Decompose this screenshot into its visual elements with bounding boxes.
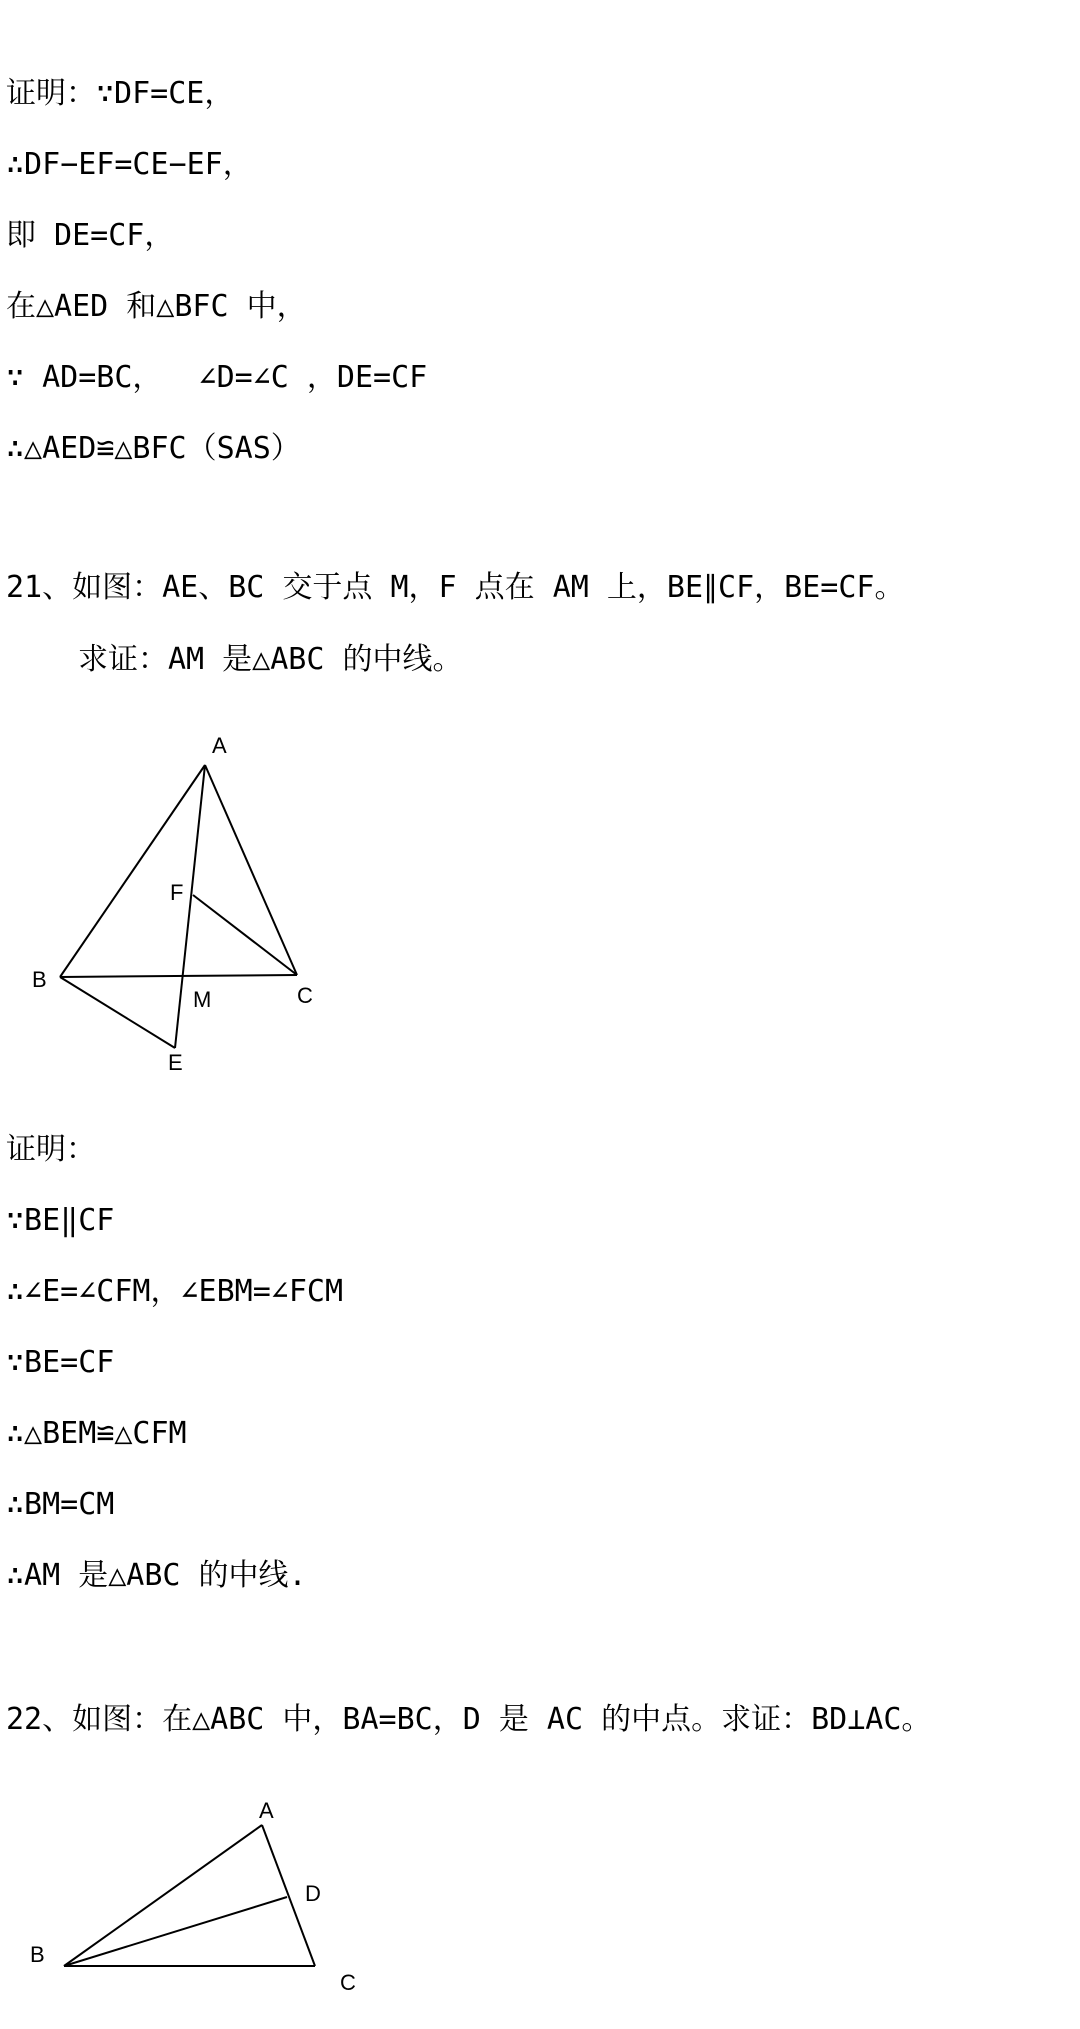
- label-a: A: [259, 1798, 274, 1823]
- label-b: B: [30, 1942, 45, 1967]
- segment-ab: [60, 765, 205, 977]
- label-m: M: [193, 987, 212, 1012]
- q22-question: 22、如图：在△ABC 中，BA=BC，D 是 AC 的中点。求证：BD⊥AC。: [6, 1702, 932, 1737]
- proof20-line-5: ∵ AD=BC， ∠D=∠C ，DE=CF: [6, 360, 428, 395]
- q21-proof-line-2: ∵BE‖CF: [6, 1203, 115, 1238]
- segment-ab: [64, 1825, 262, 1966]
- q21-proof-line-3: ∴∠E=∠CFM，∠EBM=∠FCM: [6, 1274, 344, 1309]
- proof20-line-2: ∴DF−EF=CE−EF，: [6, 147, 253, 182]
- proof20-line-6: ∴△AED≌△BFC（SAS）: [6, 431, 301, 466]
- proof20-line-1: 证明：∵DF=CE，: [6, 76, 235, 111]
- segment-ac: [205, 765, 297, 975]
- label-c: C: [340, 1970, 356, 1995]
- proof20-line-3: 即 DE=CF，: [6, 218, 175, 253]
- q21-proof-line-7: ∴AM 是△ABC 的中线.: [6, 1558, 307, 1593]
- q21-figure: [0, 720, 340, 1090]
- q21-proof-line-6: ∴BM=CM: [6, 1487, 115, 1522]
- label-c: C: [297, 983, 313, 1008]
- segment-bd: [64, 1897, 287, 1966]
- segment-bc: [60, 975, 297, 977]
- q21-question: 21、如图：AE、BC 交于点 M，F 点在 AM 上，BE∥CF，BE=CF。: [6, 570, 905, 605]
- label-e: E: [168, 1050, 183, 1075]
- q22-figure: [0, 1790, 380, 2010]
- q21-prove-statement: 求证：AM 是△ABC 的中线。: [78, 642, 463, 677]
- proof20-line-4: 在△AED 和△BFC 中，: [6, 289, 307, 324]
- q21-proof-line-1: 证明：: [6, 1132, 96, 1167]
- label-d: D: [305, 1881, 321, 1906]
- segment-fc: [193, 895, 297, 975]
- label-f: F: [170, 880, 184, 905]
- q21-proof-line-5: ∴△BEM≌△CFM: [6, 1416, 187, 1451]
- q21-proof-line-4: ∵BE=CF: [6, 1345, 115, 1380]
- label-b: B: [32, 967, 47, 992]
- segment-be: [60, 977, 175, 1048]
- label-a: A: [212, 733, 227, 758]
